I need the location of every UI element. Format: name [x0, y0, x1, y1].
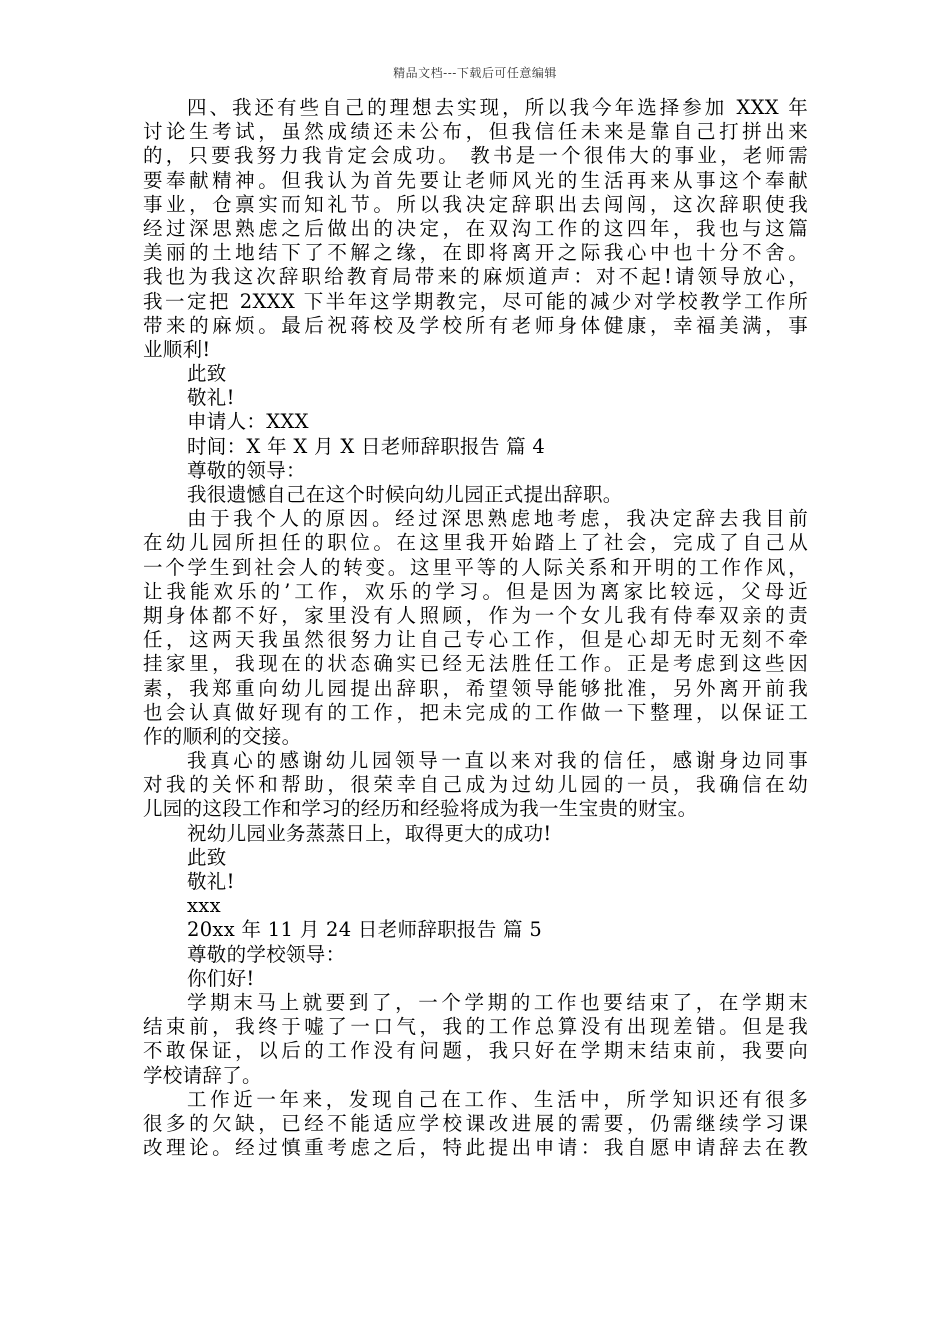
- text-line: 我也为我这次辞职给教育局带来的麻烦道声：对不起!请领导放心，: [143, 265, 808, 289]
- text-line: 美丽的土地结下了不解之缘，在即将离开之际我心中也十分不舍。: [143, 241, 808, 265]
- text-line: 事业，仓禀实而知礼节。所以我决定辞职出去闯闯，这次辞职使我: [143, 192, 808, 216]
- text-line: 我很遗憾自己在这个时候向幼儿园正式提出辞职。: [187, 483, 623, 506]
- text-line: 敬礼!: [187, 870, 235, 893]
- text-line: 此致: [187, 845, 227, 869]
- text-line: xxx: [187, 894, 221, 918]
- text-line: 祝幼儿园业务蒸蒸日上，取得更大的成功!: [187, 821, 552, 845]
- text-line: 尊敬的学校领导：: [187, 942, 346, 966]
- text-line: 不敢保证，以后的工作没有问题，我只好在学期末结束前，我要向: [143, 1039, 808, 1063]
- text-line: 申请人：XXX: [187, 410, 309, 434]
- text-line: 很多的欠缺，已经不能适应学校课改进展的需要，仍需继续学习课: [143, 1111, 808, 1135]
- text-line: 讨论生考试，虽然成绩还未公布，但我信任未来是靠自己打拼出来: [143, 120, 808, 144]
- text-line: 要奉献精神。但我认为首先要让老师风光的生活再来从事这个奉献: [143, 168, 808, 192]
- text-line: 结束前，我终于嘘了一口气，我的工作总算没有出现差错。但是我: [143, 1015, 808, 1039]
- text-line: 任，这两天我虽然很努力让自己专心工作，但是心却无时无刻不牵: [143, 628, 808, 652]
- text-line: 让我能欢乐的’工作，欢乐的学习。但是因为离家比较远，父母近: [143, 579, 808, 603]
- text-line: 对我的关怀和帮助，很荣幸自己成为过幼儿园的一员，我确信在幼: [143, 773, 808, 797]
- text-line: 经过深思熟虑之后做出的决定，在双沟工作的这四年，我也与这篇: [143, 216, 808, 240]
- text-line: 的，只要我努力我肯定会成功。 教书是一个很伟大的事业，老师需: [143, 144, 808, 168]
- text-line: 一个学生到社会人的转变。这里平等的人际关系和开明的工作作风，: [143, 555, 808, 579]
- text-line: 敬礼!: [187, 386, 235, 410]
- text-line: 我真心的感谢幼儿园领导一直以来对我的信任，感谢身边同事: [187, 749, 808, 773]
- text-line: 期身体都不好，家里没有人照顾，作为一个女儿我有侍奉双亲的责: [143, 603, 808, 627]
- text-line: 学期末马上就要到了，一个学期的工作也要结束了，在学期末: [187, 990, 808, 1014]
- text-line: 改理论。经过慎重考虑之后，特此提出申请：我自愿申请辞去在教: [143, 1136, 808, 1160]
- page-header: 精品文档---下载后可任意编辑: [393, 66, 557, 80]
- text-line: 工作近一年来，发现自己在工作、生活中，所学知识还有很多: [187, 1087, 808, 1111]
- text-line: 你们好!: [187, 966, 255, 990]
- text-line: 此致: [187, 362, 227, 386]
- text-line: 时间：X 年 X 月 X 日老师辞职报告 篇 4: [187, 434, 546, 458]
- text-line: 儿园的这段工作和学习的经历和经验将成为我一生宝贵的财宝。: [143, 797, 698, 821]
- text-line: 20xx 年 11 月 24 日老师辞职报告 篇 5: [187, 918, 543, 942]
- text-line: 带来的麻烦。最后祝蒋校及学校所有老师身体健康，幸福美满，事: [143, 313, 808, 337]
- text-line: 业顺利!: [143, 337, 211, 361]
- text-line: 四、我还有些自己的理想去实现，所以我今年选择参加 XXX 年: [187, 96, 808, 119]
- text-line: 素，我郑重向幼儿园提出辞职，希望领导能够批准，另外离开前我: [143, 676, 808, 700]
- text-line: 尊敬的领导：: [187, 458, 306, 482]
- text-line: 也会认真做好现有的工作，把未完成的工作做一下整理，以保证工: [143, 700, 808, 724]
- text-line: 学校请辞了。: [143, 1063, 262, 1087]
- text-line: 挂家里，我现在的状态确实已经无法胜任工作。正是考虑到这些因: [143, 652, 808, 676]
- text-line: 在幼儿园所担任的职位。在这里我开始踏上了社会，完成了自己从: [143, 531, 808, 555]
- document-body: [143, 96, 808, 1160]
- text-line: 作的顺利的交接。: [143, 724, 302, 748]
- text-line: 我一定把 2XXX 下半年这学期教完，尽可能的减少对学校教学工作所: [143, 289, 808, 313]
- text-line: 由于我个人的原因。经过深思熟虑地考虑，我决定辞去我目前: [187, 507, 808, 531]
